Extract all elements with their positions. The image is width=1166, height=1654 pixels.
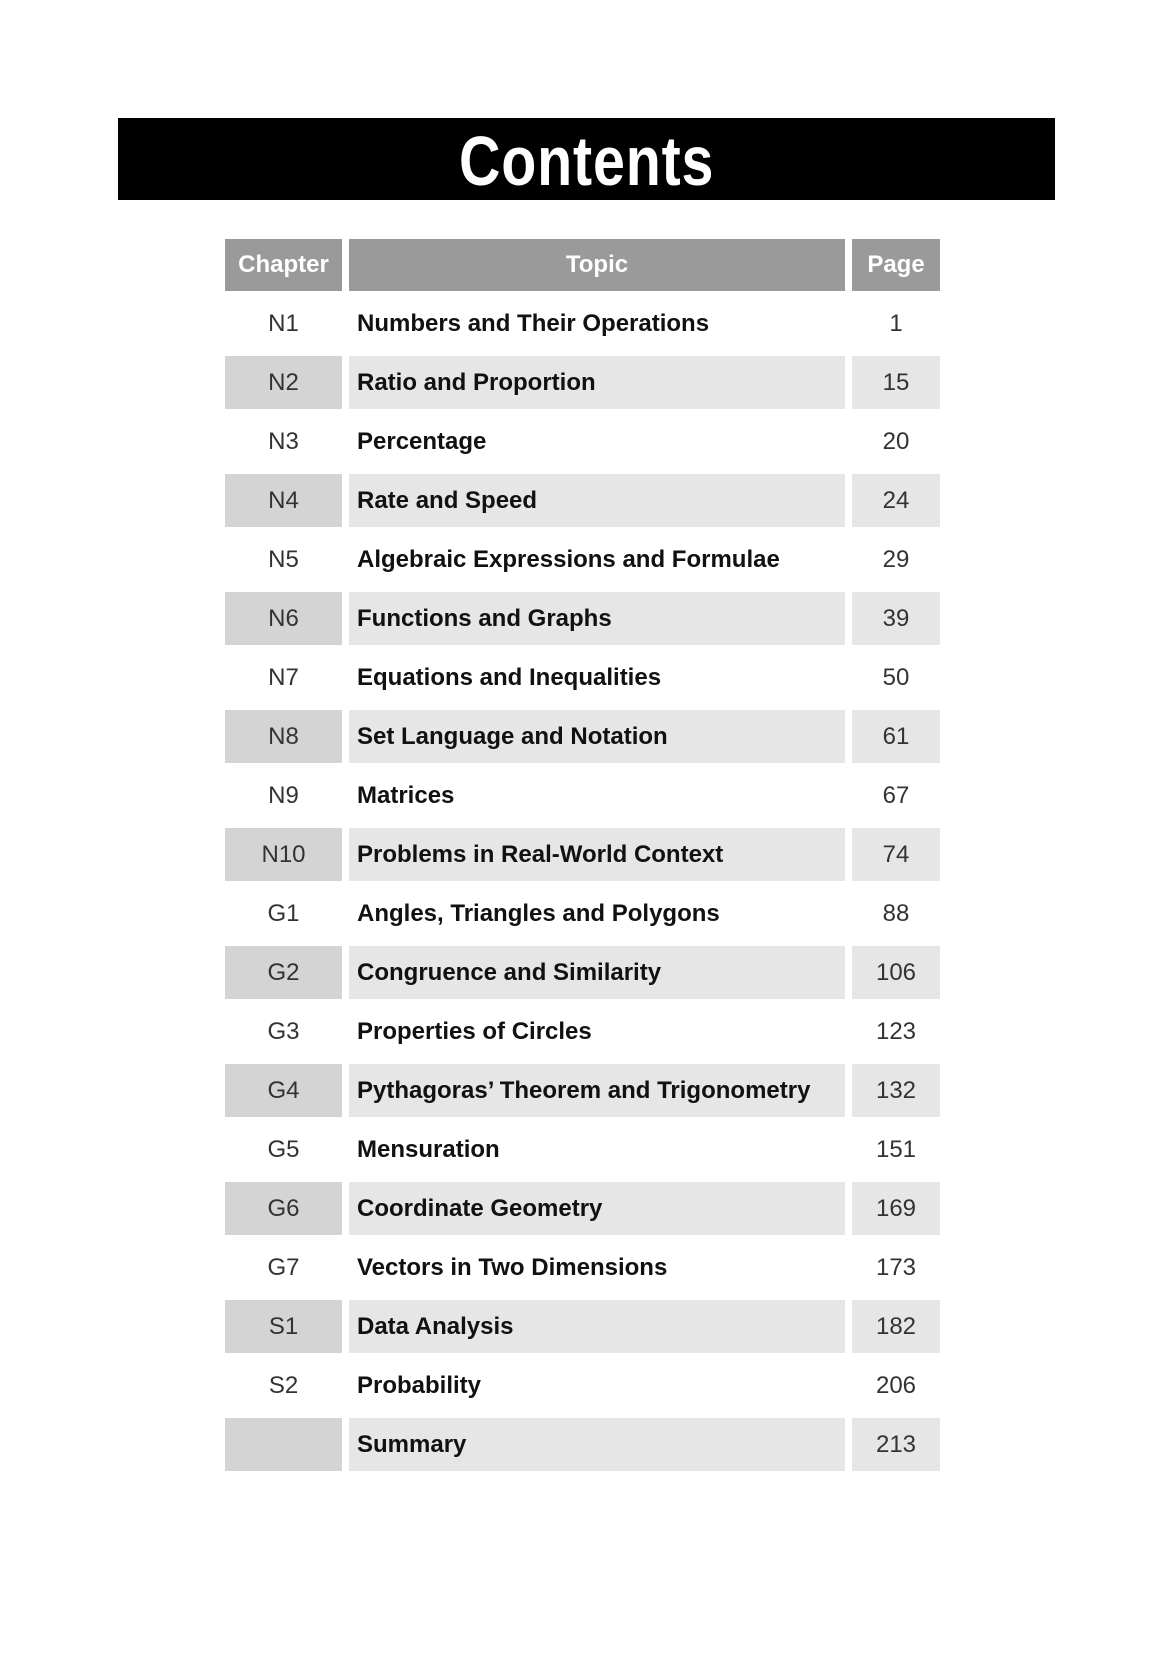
- topic-title: Set Language and Notation: [349, 710, 845, 763]
- header-topic: Topic: [349, 239, 845, 291]
- header-page: Page: [852, 239, 940, 291]
- chapter-code: N7: [268, 663, 299, 691]
- header-chapter: Chapter: [225, 239, 342, 291]
- chapter-code: N1: [268, 309, 299, 337]
- page-number: 206: [875, 1371, 917, 1399]
- topic-title: Data Analysis: [349, 1300, 845, 1353]
- page-number: 67: [882, 781, 910, 809]
- topic-title: Numbers and Their Operations: [357, 309, 710, 337]
- table-row[interactable]: [225, 1182, 940, 1235]
- topic-title: Problems in Real-World Context: [349, 828, 845, 881]
- page-number: 50: [882, 663, 910, 691]
- topic-title: Matrices: [357, 781, 455, 809]
- page-number: 173: [875, 1253, 917, 1281]
- topic-title: Equations and Inequalities: [357, 663, 662, 691]
- table-row[interactable]: [225, 651, 940, 704]
- page-number: 123: [875, 1017, 917, 1045]
- chapter-code: G1: [267, 899, 300, 927]
- page-number: 182: [852, 1300, 940, 1353]
- contents-table: [225, 239, 940, 1477]
- chapter-code: G7: [267, 1253, 300, 1281]
- page-number: 74: [852, 828, 940, 881]
- topic-title: Functions and Graphs: [349, 592, 845, 645]
- table-row[interactable]: [225, 1064, 940, 1117]
- table-row[interactable]: [225, 1005, 940, 1058]
- topic-title: Summary: [349, 1418, 845, 1471]
- page-number: 24: [852, 474, 940, 527]
- topic-title: Rate and Speed: [349, 474, 845, 527]
- table-row[interactable]: [225, 1300, 940, 1353]
- table-header: [225, 239, 940, 291]
- table-row[interactable]: [225, 710, 940, 763]
- topic-title: Congruence and Similarity: [349, 946, 845, 999]
- table-row[interactable]: [225, 297, 940, 350]
- table-row[interactable]: [225, 946, 940, 999]
- chapter-code: G2: [225, 946, 342, 999]
- page-title: Contents: [458, 122, 715, 200]
- chapter-code: N3: [268, 427, 299, 455]
- topic-title: Properties of Circles: [357, 1017, 592, 1045]
- table-row[interactable]: [225, 1241, 940, 1294]
- chapter-code: N2: [225, 356, 342, 409]
- topic-title: Angles, Triangles and Polygons: [357, 899, 720, 927]
- chapter-code: G5: [267, 1135, 300, 1163]
- chapter-code: G6: [225, 1182, 342, 1235]
- chapter-code: G3: [267, 1017, 300, 1045]
- page-number: 132: [852, 1064, 940, 1117]
- topic-title: Ratio and Proportion: [349, 356, 845, 409]
- chapter-code: S2: [268, 1371, 299, 1399]
- chapter-code: N9: [268, 781, 299, 809]
- table-body: [225, 297, 940, 1471]
- topic-title: Probability: [357, 1371, 482, 1399]
- page-number: 20: [882, 427, 910, 455]
- table-row[interactable]: [225, 1359, 940, 1412]
- chapter-code: N10: [225, 828, 342, 881]
- chapter-code: G4: [225, 1064, 342, 1117]
- page-number: 61: [852, 710, 940, 763]
- table-row[interactable]: [225, 769, 940, 822]
- page-number: 169: [852, 1182, 940, 1235]
- topic-title: Mensuration: [357, 1135, 500, 1163]
- page-number: 88: [882, 899, 910, 927]
- chapter-code: N8: [225, 710, 342, 763]
- page-number: 15: [852, 356, 940, 409]
- table-row[interactable]: [225, 1123, 940, 1176]
- topic-title: Algebraic Expressions and Formulae: [357, 545, 780, 573]
- page-number: 39: [852, 592, 940, 645]
- page-number: 29: [882, 545, 910, 573]
- table-row[interactable]: [225, 1418, 940, 1471]
- topic-title: Percentage: [357, 427, 487, 455]
- page-number: 1: [889, 309, 903, 337]
- page-number: 151: [875, 1135, 917, 1163]
- topic-title: Vectors in Two Dimensions: [357, 1253, 668, 1281]
- table-row[interactable]: [225, 474, 940, 527]
- chapter-code: S1: [225, 1300, 342, 1353]
- table-row[interactable]: [225, 415, 940, 468]
- table-row[interactable]: [225, 356, 940, 409]
- chapter-code: [225, 1418, 342, 1471]
- title-bar: [118, 118, 1055, 200]
- table-row[interactable]: [225, 533, 940, 586]
- topic-title: Coordinate Geometry: [349, 1182, 845, 1235]
- page-number: 106: [852, 946, 940, 999]
- chapter-code: N4: [225, 474, 342, 527]
- table-row[interactable]: [225, 828, 940, 881]
- chapter-code: N6: [225, 592, 342, 645]
- table-row[interactable]: [225, 887, 940, 940]
- topic-title: Pythagoras’ Theorem and Trigonometry: [349, 1064, 845, 1117]
- chapter-code: N5: [268, 545, 299, 573]
- page-number: 213: [852, 1418, 940, 1471]
- table-row[interactable]: [225, 592, 940, 645]
